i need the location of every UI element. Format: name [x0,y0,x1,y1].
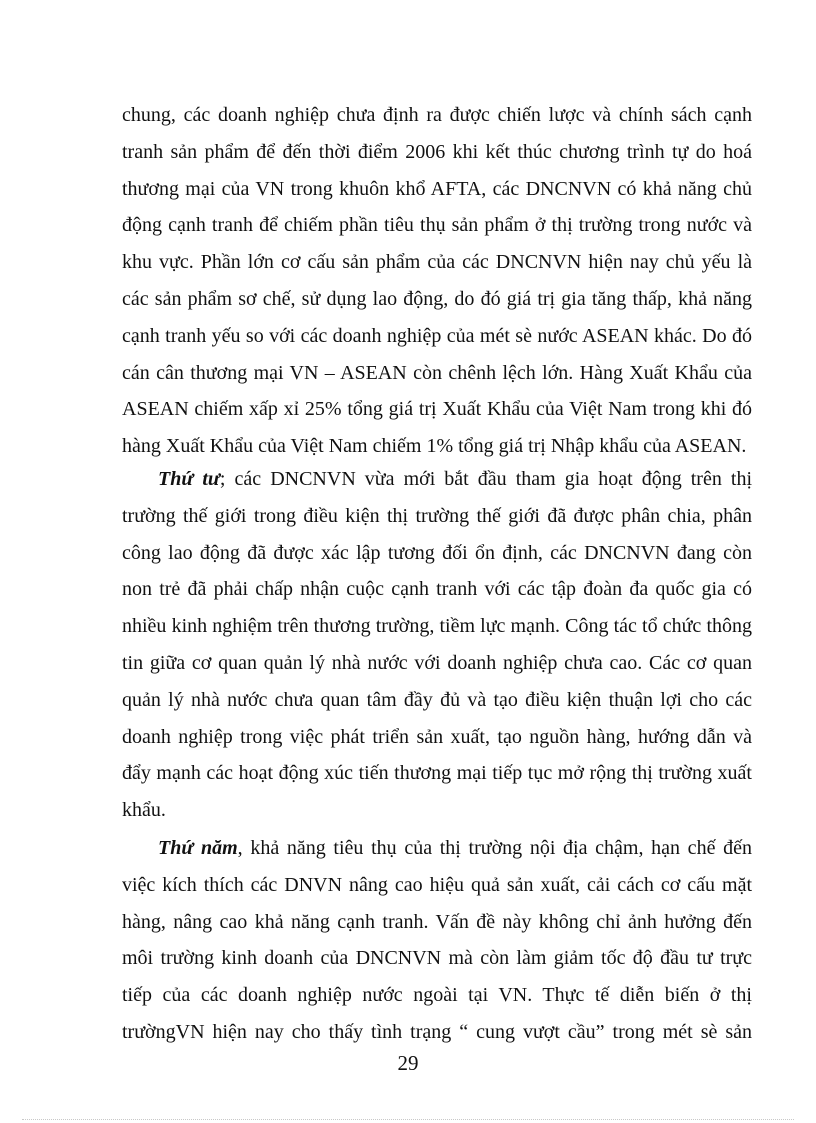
text-line: non trẻ đã phải chấp nhận cuộc cạnh tranh với các tập đoàn đa quốc gia có [122,578,752,601]
paragraph-lead-rest: , khả năng tiêu thụ của thị trường nội địa chậm, hạn chế đến [237,837,752,859]
text-line: trườngVN hiện nay cho thấy tình trạng “ cung vượt cầu” trong mét sè sản [122,1020,752,1043]
text-line: tiếp của các doanh nghiệp nước ngoài tại VN. Thực tế diễn biến ở thị [122,984,752,1007]
text-line: trường thế giới trong điều kiện thị trường thế giới đã được phân chia, phân [122,504,752,527]
text-line: hàng Xuất Khẩu của Việt Nam chiếm 1% tổng giá trị Nhập khẩu của ASEAN. [122,435,747,458]
text-line: nhiều kinh nghiệm trên thương trường, tiềm lực mạnh. Công tác tổ chức thông [122,615,752,638]
text-line: cán cân thương mại VN – ASEAN còn chênh lệch lớn. Hàng Xuất Khẩu của [122,361,752,384]
paragraph-lead-rest: ; các DNCNVN vừa mới bắt đầu tham gia hoạt động trên thị [219,468,752,490]
text-line: các sản phẩm sơ chế, sử dụng lao động, do đó giá trị gia tăng thấp, khả năng [122,287,752,310]
text-line-first [122,464,752,501]
text-line: khu vực. Phần lớn cơ cấu sản phẩm của các DNCNVN hiện nay chủ yếu là [122,251,752,274]
text-line: quản lý nhà nước chưa quan tâm đầy đủ và tạo điều kiện thuận lợi cho các [122,688,752,711]
text-line: doanh nghiệp trong việc phát triển sản xuất, tạo nguồn hàng, hướng dẫn và [122,725,752,748]
text-line: khẩu. [122,799,166,822]
page-number: 29 [397,1051,419,1075]
page-bottom-divider [22,1119,794,1120]
text-line: cạnh tranh yếu so với các doanh nghiệp của mét sè nước ASEAN khác. Do đó [122,324,752,347]
text-line: công lao động đã được xác lập tương đối ổn định, các DNCNVN đang còn [122,541,752,564]
text-line: chung, các doanh nghiệp chưa định ra được chiến lược và chính sách cạnh [122,104,752,126]
text-line-first [122,833,752,870]
text-line: việc kích thích các DNVN nâng cao hiệu quả sản xuất, cải cách cơ cấu mặt [122,873,752,896]
paragraph-lead: Thứ năm [158,837,238,859]
text-line: tin giữa cơ quan quản lý nhà nước với doanh nghiệp chưa cao. Các cơ quan [122,651,752,674]
text-line: ASEAN chiếm xấp xỉ 25% tổng giá trị Xuất Khẩu của Việt Nam trong khi đó [122,398,752,421]
text-line: đẩy mạnh các hoạt động xúc tiến thương mại tiếp tục mở rộng thị trường xuất [122,762,752,785]
paragraph-continuation [122,100,752,468]
text-line: động cạnh tranh để chiếm phần tiêu thụ sản phẩm ở thị trường trong nước và [122,214,752,237]
paragraph-thu-nam [122,833,752,1054]
paragraph-thu-tu [122,464,752,832]
text-line: tranh sản phẩm để đến thời điểm 2006 khi kết thúc chương trình tự do hoá [122,140,752,163]
paragraph-lead: Thứ tư [158,468,220,490]
text-line: thương mại của VN trong khuôn khổ AFTA, các DNCNVN có khả năng chủ [122,177,752,200]
text-line: môi trường kinh doanh của DNCNVN mà còn làm giảm tốc độ đầu tư trực [122,947,752,970]
text-line: hàng, nâng cao khả năng cạnh tranh. Vấn đề này không chỉ ảnh hưởng đến [122,910,752,933]
